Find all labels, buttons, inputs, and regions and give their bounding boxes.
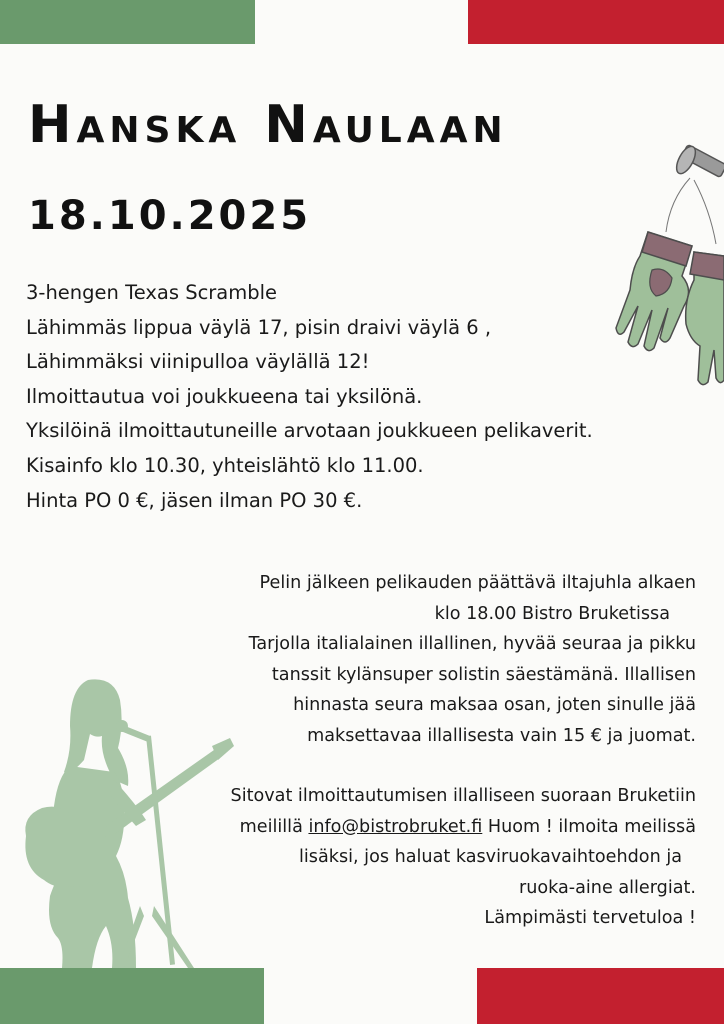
event-info-list [26, 276, 593, 518]
gloves-on-nail-icon [590, 140, 724, 390]
info-line: Lähimmäksi viinipulloa väylällä 12! [26, 350, 370, 374]
email-link[interactable]: info@bistrobruket.fi [308, 816, 483, 837]
info-line: Lähimmäs lippua väylä 17, pisin draivi väylä 6 , [26, 315, 492, 339]
top-right-red-bar [468, 0, 724, 44]
event-date: 18.10.2025 [28, 193, 312, 239]
signup-line: Sitovat ilmoittautumisen illalliseen suoraan Bruketiin [230, 786, 696, 806]
signup-line: lisäksi, jos haluat kasviruokavaihtoehdon ja [299, 847, 682, 867]
signup-line: ruoka-aine allergiat. [518, 877, 696, 898]
signup-suffix: Huom ! ilmoita meilissä [487, 816, 696, 837]
party-line: Pelin jälkeen pelikauden päättävä iltajuhla alkaen [259, 573, 696, 593]
info-line: Kisainfo klo 10.30, yhteislähtö klo 11.00. [26, 453, 424, 477]
welcome-line: Lämpimästi tervetuloa ! [484, 908, 696, 928]
info-line: Yksilöinä ilmoittautuneille arvotaan joukkueen pelikaverit. [26, 419, 593, 443]
top-left-green-bar [0, 0, 255, 44]
bottom-left-green-bar [0, 968, 264, 1024]
spacer [96, 751, 696, 781]
party-line: tanssit kylänsuper solistin säestämänä. Illallisen [271, 664, 696, 685]
info-line: Ilmoittautua voi joukkueena tai yksilönä. [26, 384, 423, 408]
right-glove-icon [686, 252, 724, 385]
party-line: hinnasta seura maksaa osan, joten sinulle jää [293, 695, 696, 715]
event-title: Hanska Naulaan [28, 95, 508, 155]
signup-prefix: meilillä [239, 816, 303, 837]
nail-icon [673, 143, 724, 177]
party-line: klo 18.00 Bistro Bruketissa [434, 603, 670, 624]
info-line: 3-hengen Texas Scramble [26, 281, 278, 304]
party-line: maksettavaa illallisesta vain 15 € ja juomat. [307, 725, 696, 746]
left-glove-icon [616, 232, 692, 351]
after-party-section [96, 568, 696, 934]
party-line: Tarjolla italialainen illallinen, hyvää seuraa ja pikku [248, 634, 696, 654]
signup-line-email [96, 812, 696, 843]
info-line: Hinta PO 0 €, jäsen ilman PO 30 €. [26, 488, 363, 512]
bottom-right-red-bar [477, 968, 724, 1024]
